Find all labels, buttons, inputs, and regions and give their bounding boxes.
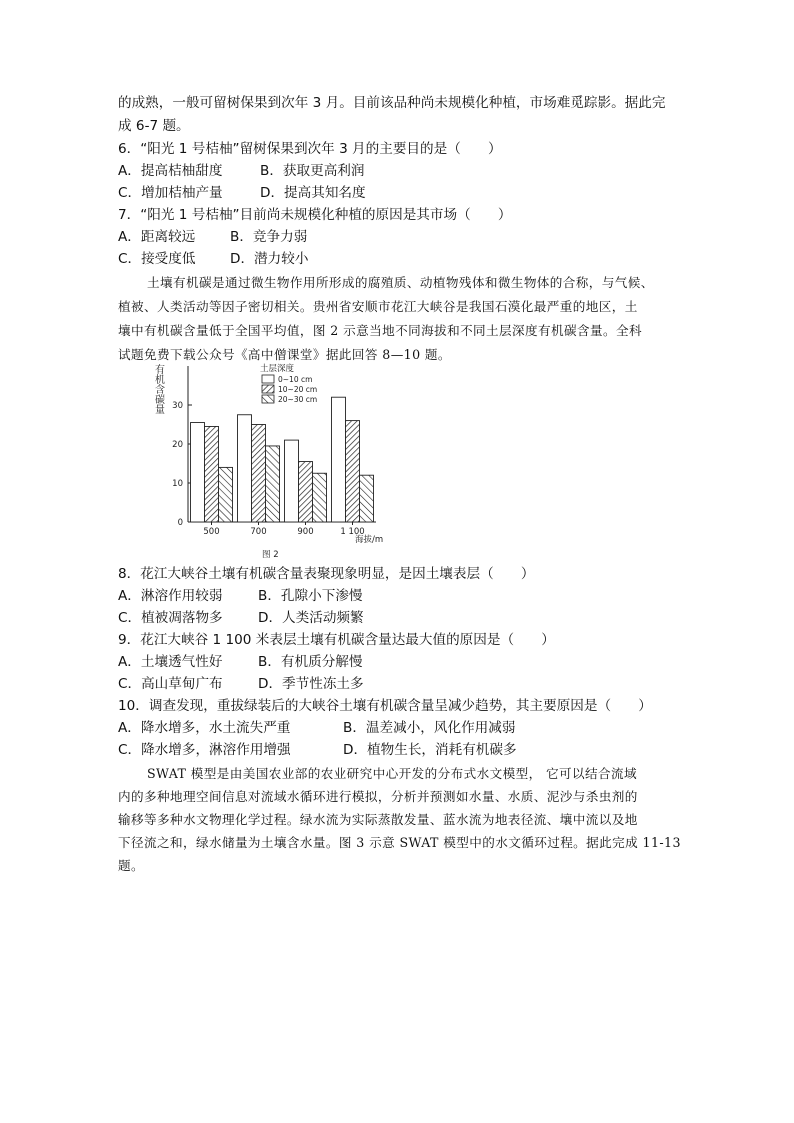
bar-1100-2 [346, 421, 360, 522]
chart-legend [262, 375, 317, 404]
y-axis-label: 有机含碳量 [152, 364, 164, 414]
question-9-option-c[interactable]: C．高山草甸广布 [118, 676, 223, 692]
x-tick-label: 700 [250, 527, 267, 537]
question-10-option-d[interactable]: D．植物生长，消耗有机碳多 [343, 742, 517, 758]
question-9-option-b[interactable]: B．有机质分解慢 [258, 654, 363, 670]
y-tick-label: 20 [172, 440, 183, 450]
passage-3-line-4: 下径流之和，绿水储量为土壤含水量。图 3 示意 SWAT 模型中的水文循环过程。据此完成 11-13 [118, 835, 681, 850]
passage-2-line-4: 试题免费下载公众号《高中僧课堂》据此回答 8—10 题。 [118, 347, 451, 362]
legend-swatch-3 [262, 395, 274, 403]
bar-700-1 [238, 415, 252, 522]
legend-label-1: 0~10 cm [278, 375, 313, 384]
question-10-option-a[interactable]: A．降水增多，水土流失严重 [118, 720, 291, 736]
question-8-option-b[interactable]: B．孔隙小下渗慢 [258, 588, 363, 604]
question-7-stem: 7．“阳光 1 号桔柚”目前尚未规模化种植的原因是其市场（ ） [118, 207, 512, 223]
legend-title: 土层深度 [260, 364, 295, 374]
passage-3-line-3: 输移等多种水文物理化学过程。绿水流为实际蒸散发量、蓝水流为地表径流、壤中流以及地 [118, 812, 638, 827]
passage-3-line-1: SWAT 模型是由美国农业部的农业研究中心开发的分布式水文模型， 它可以结合流域 [147, 766, 637, 781]
passage-2-line-3: 壤中有机碳含量低于全国平均值，图 2 示意当地不同海拔和不同土层深度有机碳含量。全科 [118, 323, 642, 338]
question-7-option-d[interactable]: D．潜力较小 [230, 251, 309, 267]
legend-swatch-1 [262, 375, 274, 383]
figure-caption: 图 2 [262, 550, 279, 560]
question-8-option-c[interactable]: C．植被凋落物多 [118, 610, 223, 626]
y-tick-label: 10 [172, 479, 183, 489]
question-6-stem: 6．“阳光 1 号桔柚”留树保果到次年 3 月的主要目的是（ ） [118, 141, 502, 157]
question-8-option-d[interactable]: D．人类活动频繁 [258, 610, 364, 626]
bar-700-2 [252, 425, 266, 523]
bar-900-3 [313, 473, 327, 522]
question-10-option-b[interactable]: B．温差减小，风化作用减弱 [343, 720, 516, 736]
question-6-option-d[interactable]: D．提高其知名度 [260, 185, 366, 201]
question-6-option-a[interactable]: A．提高桔柚甜度 [118, 163, 223, 179]
organic-carbon-bar-chart [150, 356, 400, 561]
question-10-stem: 10．调查发现，重拔绿装后的大峡谷土壤有机碳含量呈减少趋势，其主要原因是（ ） [118, 698, 652, 714]
bar-1100-3 [360, 475, 374, 522]
bar-500-2 [205, 426, 219, 522]
legend-label-2: 10~20 cm [278, 385, 318, 394]
x-tick-label: 500 [203, 527, 220, 537]
bar-900-1 [285, 440, 299, 522]
x-tick-label: 900 [297, 527, 314, 537]
bar-700-3 [266, 446, 280, 522]
y-tick-label: 30 [172, 401, 183, 411]
question-7-option-a[interactable]: A．距离较远 [118, 229, 196, 245]
question-8-option-a[interactable]: A．淋溶作用较弱 [118, 588, 223, 604]
question-9-option-a[interactable]: A．土壤透气性好 [118, 654, 223, 670]
question-8-stem: 8．花江大峡谷土壤有机碳含量表聚现象明显，是因土壤表层（ ） [118, 566, 535, 582]
bar-500-1 [191, 423, 205, 522]
passage-2-line-2: 植被、人类活动等因子密切相关。贵州省安顺市花江大峡谷是我国石漠化最严重的地区，土 [118, 299, 638, 314]
x-axis-label: 海拔/m [355, 535, 384, 545]
x-tick-label: 1 100 [340, 527, 365, 537]
bar-1100-1 [332, 397, 346, 522]
question-6-option-c[interactable]: C．增加桔柚产量 [118, 185, 223, 201]
intro-line-1: 的成熟，一般可留树保果到次年 3 月。目前该品种尚未规模化种植，市场难觅踪影。据此完 [118, 95, 666, 111]
passage-3-line-5: 题。 [118, 858, 144, 873]
question-7-option-b[interactable]: B．竞争力弱 [230, 229, 308, 245]
question-7-option-c[interactable]: C．接受度低 [118, 251, 196, 267]
chart-bars [191, 397, 374, 522]
question-10-option-c[interactable]: C．降水增多，淋溶作用增强 [118, 742, 291, 758]
bar-500-3 [219, 467, 233, 522]
intro-line-2: 成 6-7 题。 [118, 118, 190, 134]
question-9-stem: 9．花江大峡谷 1 100 米表层土壤有机碳含量达最大值的原因是（ ） [118, 632, 555, 648]
y-tick-label: 0 [177, 518, 183, 528]
legend-label-3: 20~30 cm [278, 395, 318, 404]
legend-swatch-2 [262, 385, 274, 393]
bar-900-2 [299, 462, 313, 522]
passage-2-line-1: 土壤有机碳是通过微生物作用所形成的腐殖质、动植物残体和微生物体的合称，与气候、 [147, 275, 654, 290]
passage-3-line-2: 内的多种地理空间信息对流域水循环进行模拟，分析并预测如水量、水质、泥沙与杀虫剂的 [118, 789, 638, 804]
question-9-option-d[interactable]: D．季节性冻土多 [258, 676, 364, 692]
question-6-option-b[interactable]: B．获取更高利润 [260, 163, 365, 179]
